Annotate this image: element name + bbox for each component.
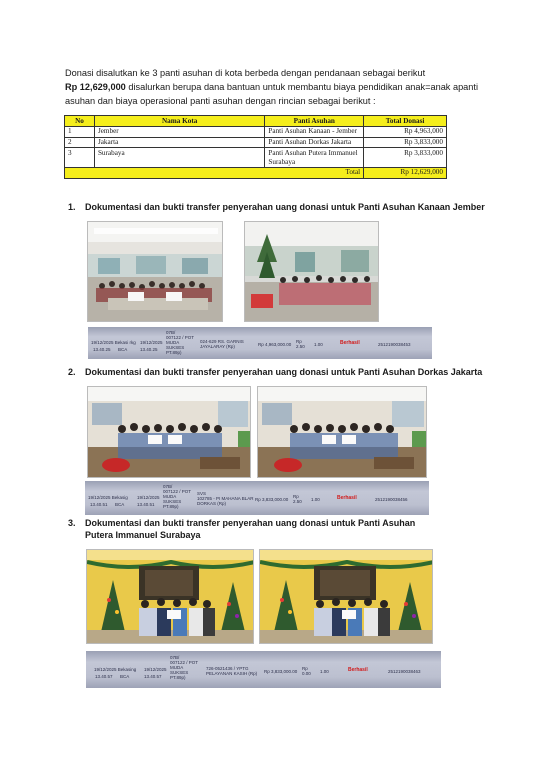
col-header-no: No [65,116,95,127]
cell-total: Rp 3,833,000 [364,148,447,167]
receipt-time: 13.40.25 [93,347,111,352]
photo-jember-group-outdoor [244,221,379,322]
receipt-date-2: 19/12/2025 [140,340,163,345]
receipt-bank: BCA [120,674,130,679]
receipt-status-badge: Berhasil [340,340,360,346]
intro-detail-text: disalurkan berupa dana bantuan untuk membantu biaya pendidikan anak=anak apanti asuhan dan biaya operasional panti asuhan dengan rincian sebagai berikut : [65,82,478,106]
receipt-time-2: 13.40.51 [137,502,155,507]
receipt-code: 2512190038453 [378,342,411,347]
receipt-time: 13.40.51 [90,502,108,507]
total-value: Rp 12,629,000 [364,167,447,178]
receipt-bank: BCA [118,347,128,352]
donation-amount: Rp 12,629,000 [65,82,126,92]
receipt-bank: BCA [115,502,125,507]
receipt-date-2: 19/12/2025 [144,667,167,672]
table-row [65,137,447,148]
cell-no: 1 [65,126,95,137]
receipt-time-2: 13.40.25 [140,347,158,352]
photo-jakarta-group-2 [257,386,427,478]
col-header-total: Total Donasi [364,116,447,127]
section-number: 3. [68,518,76,528]
photo-surabaya-group-2 [259,549,433,644]
receipt-status-badge: Berhasil [348,667,368,673]
cell-panti: Panti Asuhan Putera Immanuel Surabaya [265,148,364,167]
receipt-fee: Rp 0.00 [302,666,311,676]
cell-no: 3 [65,148,95,167]
receipt-date: 19/12/2025 Bekasing [94,667,137,672]
receipt-amount: Rp 4,963,000.00 [258,342,292,347]
intro-line: Donasi disalutkan ke 3 panti asuhan di kota berbeda dengan pendanaan sebagai berikut [65,68,426,78]
receipt-reference: 07B/ 007122 / POT MUDA SUKSES PT.89p) [163,484,192,509]
receipt-fee: Rp 2.50 [293,494,302,504]
cell-total: Rp 4,963,000 [364,126,447,137]
section-number: 2. [68,367,76,377]
receipt-surabaya [86,651,441,688]
receipt-amount: Rp 3,833,000.00 [264,669,298,674]
receipt-jakarta [85,481,429,515]
donation-table [64,115,447,179]
receipt-time: 13.40.57 [95,674,113,679]
cell-panti: Panti Asuhan Kanaan - Jember [265,126,364,137]
receipt-status-badge: Berhasil [337,495,357,501]
cell-no: 2 [65,137,95,148]
cell-panti: Panti Asuhan Dorkas Jakarta [265,137,364,148]
receipt-destination: 726-0521436 / YPTG PELAYANAN KASIH (Rp) [206,666,258,676]
section-heading-surabaya [68,517,425,541]
section-heading-jember [68,201,485,213]
receipt-date: 19/12/2025 Bekasig [88,495,128,500]
cell-kota: Jakarta [94,137,264,148]
section-title: Dokumentasi dan bukti transfer penyerahan uang donasi untuk Panti Asuhan Kanaan Jember [85,202,485,212]
section-number: 1. [68,202,76,212]
receipt-date-2: 19/12/2025 [137,495,160,500]
section-heading-jakarta [68,366,482,378]
receipt-destination: 024-629 RS. GARNIS JAYALARAY (Rp) [200,339,244,349]
receipt-reference: 07B/ 007122 / POT MUDA SUKSES PT.89p) [170,655,199,680]
intro-detail [65,80,485,108]
receipt-amount: Rp 3,833,000.00 [255,497,289,502]
receipt-reference: 07B/ 007122 / POT MUDA SUKSES PT.89p) [166,330,195,355]
photo-surabaya-group-1 [86,549,254,644]
receipt-date: 19/12/2025 Bekasi rkg [91,340,136,345]
intro-paragraph [65,66,485,108]
photo-jember-group-indoor [87,221,223,322]
receipt-time-2: 13.40.57 [144,674,162,679]
cell-kota: Surabaya [94,148,264,167]
receipt-fee: Rp 2.50 [296,339,305,349]
receipt-jember [88,327,432,359]
cell-total: Rp 3,833,000 [364,137,447,148]
table-total-row [65,167,447,178]
receipt-code: 2512190038456 [375,497,408,502]
receipt-unit: 1.00 [314,342,323,347]
table-row [65,126,447,137]
col-header-kota: Nama Kota [94,116,264,127]
receipt-code: 2512190038463 [388,669,421,674]
cell-kota: Jember [94,126,264,137]
table-header-row [65,116,447,127]
section-title: Dokumentasi dan bukti transfer penyerahan uang donasi untuk Panti Asuhan Putera Immanuel Surabaya [85,518,416,540]
table-row [65,148,447,167]
col-header-panti: Panti Asuhan [265,116,364,127]
section-title: Dokumentasi dan bukti transfer penyerahan uang donasi untuk Panti Asuhan Dorkas Jakarta [85,367,483,377]
receipt-unit: 1.00 [311,497,320,502]
photo-jakarta-group-1 [87,386,251,478]
total-label: Total [65,167,364,178]
receipt-destination: SVS 102785 - PI MAHANA BLAR DORKAS (Rp) [197,491,254,506]
receipt-unit: 1.00 [320,669,329,674]
